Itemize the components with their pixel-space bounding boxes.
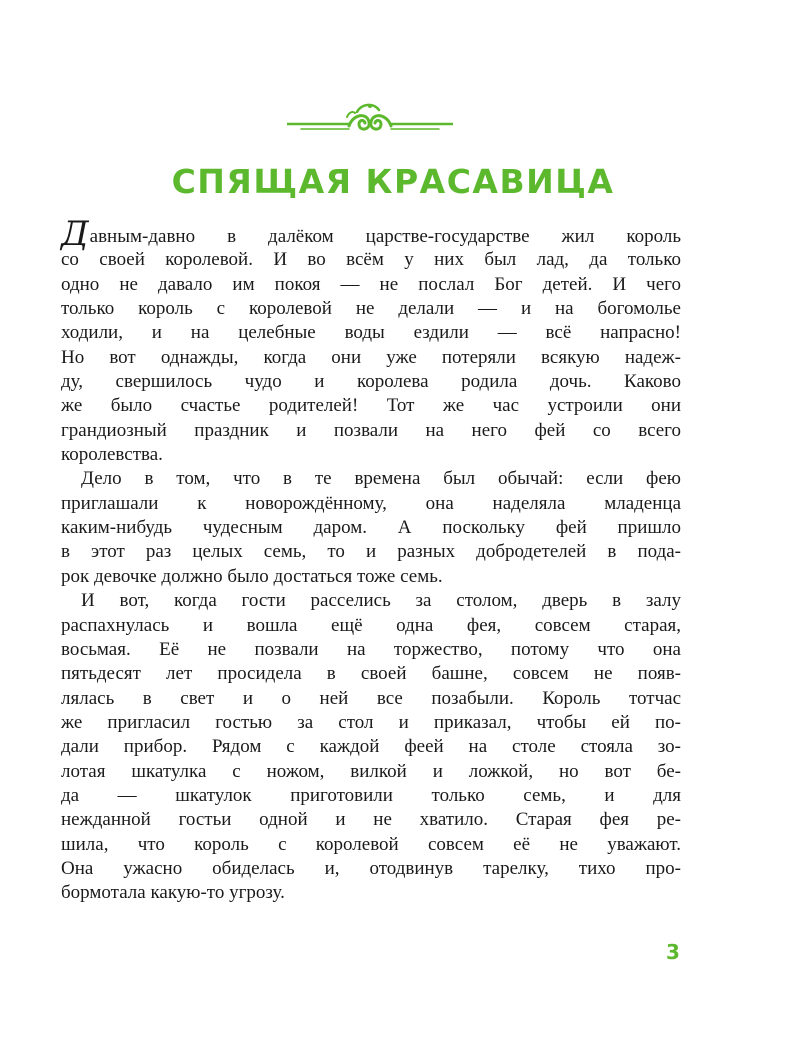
- text-line: восьмая. Её не позвали на торжество, потому что она: [61, 638, 681, 660]
- text-line: дали прибор. Рядом с каждой феей на столе стояла зо-: [61, 736, 681, 758]
- text-line: ду, свершилось чудо и королева родила дочь. Каково: [61, 371, 681, 393]
- text-line: лялась в свет и о ней все позабыли. Король тотчас: [61, 687, 681, 709]
- text-line: же пригласил гостью за стол и приказал, чтобы ей по-: [61, 711, 681, 733]
- text-line: бормотала какую-то угрозу.: [61, 882, 285, 904]
- story-text: [61, 214, 681, 906]
- text-line: только король с королевой не делали — и на богомолье: [61, 298, 681, 320]
- text-line: со своей королевой. И во всём у них был лад, да только: [61, 249, 681, 271]
- text-line: да — шкатулок приготовили только семь, и для: [61, 784, 681, 806]
- swirl-ornament-icon: [287, 100, 453, 140]
- text-line: лотая шкатулка с ножом, вилкой и ложкой, но вот бе-: [61, 760, 681, 782]
- text-line: приглашали к новорождённому, она наделяла младенца: [61, 492, 681, 514]
- drop-cap: Д: [61, 214, 89, 254]
- text-line: нежданной гостьи одной и не хватило. Старая фея ре-: [61, 809, 681, 831]
- text-line: Давным-давно в далёком царстве-государстве жил король: [61, 214, 681, 254]
- text-line: Но вот однажды, когда они уже потеряли всякую надеж-: [61, 346, 681, 368]
- page-number: 3: [666, 940, 680, 964]
- text-line: Дело в том, что в те времена был обычай: если фею: [81, 468, 681, 490]
- text-line: королевства.: [61, 444, 163, 466]
- text-line: каким-нибудь чудесным даром. А поскольку фей пришло: [61, 517, 681, 539]
- text-line: шила, что король с королевой совсем её не уважают.: [61, 833, 681, 855]
- text-line: И вот, когда гости расселись за столом, дверь в залу: [81, 590, 681, 612]
- page-title: СПЯЩАЯ КРАСАВИЦА: [171, 162, 615, 201]
- text-line: пятьдесят лет просидела в своей башне, совсем не появ-: [61, 663, 681, 685]
- text-line: рок девочке должно было достаться тоже семь.: [61, 565, 443, 587]
- text-line: распахнулась и вошла ещё одна фея, совсем старая,: [61, 614, 681, 636]
- text-line: же было счастье родителей! Тот же час устроили они: [61, 395, 681, 417]
- text-line: в этот раз целых семь, то и разных добродетелей в пода-: [61, 541, 681, 563]
- text-line: одно не давало им покоя — не послал Бог детей. И чего: [61, 273, 681, 295]
- text-line: Она ужасно обиделась и, отодвинув тарелку, тихо про-: [61, 857, 681, 879]
- text-line: ходили, и на целебные воды ездили — всё напрасно!: [61, 322, 681, 344]
- text-line: грандиозный праздник и позвали на него фей со всего: [61, 419, 681, 441]
